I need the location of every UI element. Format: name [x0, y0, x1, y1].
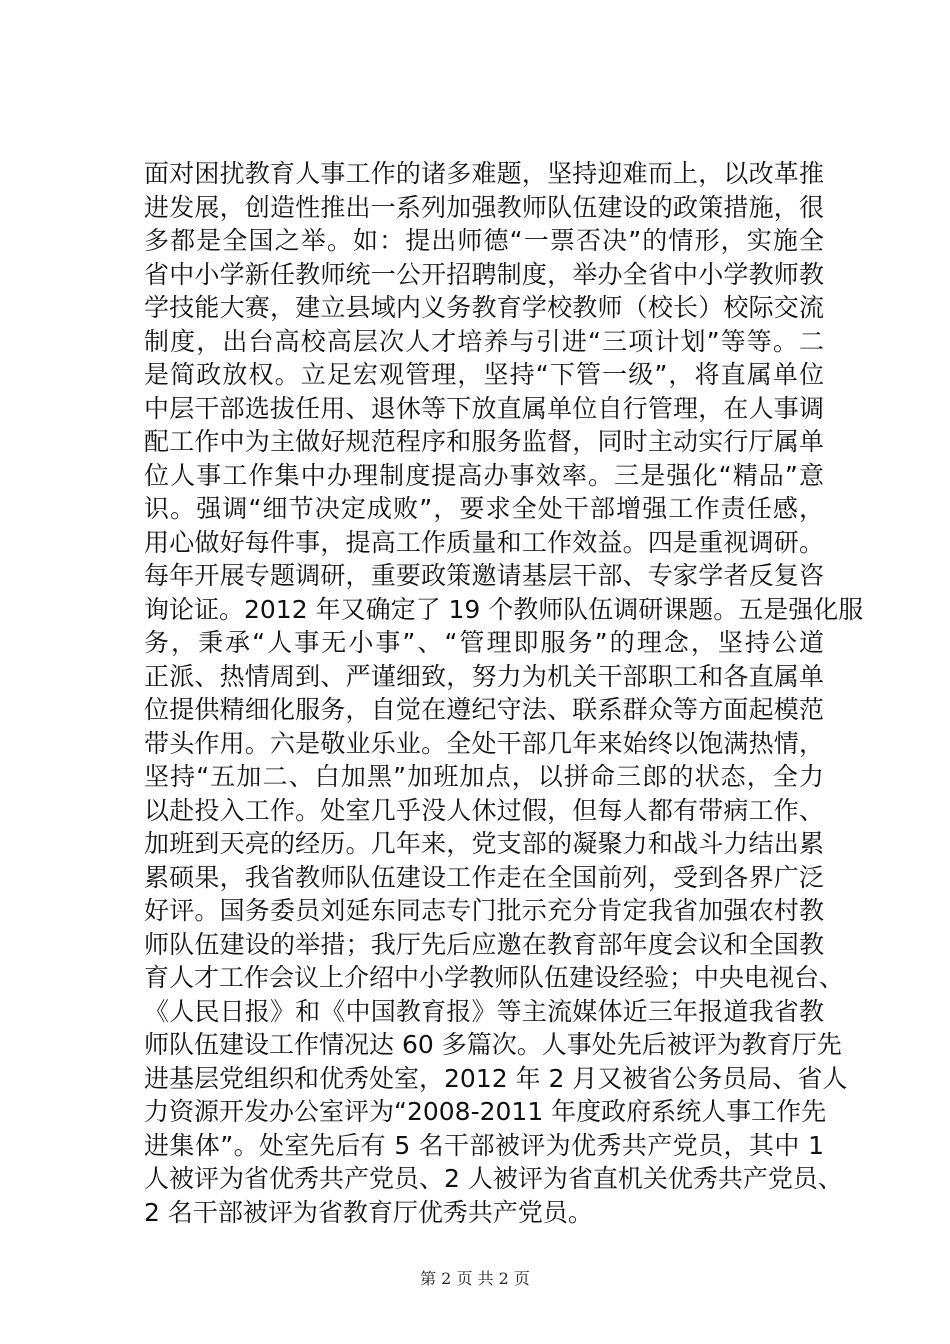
text-line: 学技能大赛，建立县域内义务教育学校教师（校长）校际交流 — [144, 293, 824, 322]
text-line: 务，秉承“人事无小事”、“管理即服务”的理念，坚持公道 — [144, 628, 824, 657]
text-line: 以赴投入工作。处室几乎没人休过假，但每人都有带病工作、 — [144, 795, 824, 825]
text-line: 省中小学新任教师统一公开招聘制度，举办全省中小学教师教 — [144, 259, 824, 289]
page-number-footer: 第 2 页 共 2 页 — [420, 1269, 530, 1288]
text-line: 带头作用。六是敬业乐业。全处干部几年来始终以饱满热情， — [144, 728, 824, 758]
text-line: 进基层党组织和优秀处室，2012 年 2 月又被省公务员局、省人 — [144, 1063, 848, 1093]
text-line: 《人民日报》和《中国教育报》等主流媒体近三年报道我省教 — [144, 996, 824, 1026]
text-line: 位人事工作集中办理制度提高办事效率。三是强化“精品”意 — [144, 460, 824, 490]
text-line: 师队伍建设的举措；我厅先后应邀在教育部年度会议和全国教 — [144, 929, 824, 959]
text-line: 是简政放权。立足宏观管理，坚持“下管一级”，将直属单位 — [144, 360, 824, 389]
text-line: 2 名干部被评为省教育厅优秀共产党员。 — [144, 1197, 593, 1227]
text-line: 面对困扰教育人事工作的诸多难题，坚持迎难而上，以改革推 — [144, 159, 824, 188]
text-line: 进集体”。处室先后有 5 名干部被评为优秀共产党员，其中 1 — [144, 1130, 824, 1160]
text-line: 人被评为省优秀共产党员、2 人被评为省直机关优秀共产党员、 — [144, 1164, 843, 1193]
text-line: 位提供精细化服务，自觉在遵纪守法、联系群众等方面起模范 — [144, 695, 824, 724]
text-line: 师队伍建设工作情况达 60 多篇次。人事处先后被评为教育厅先 — [144, 1030, 842, 1059]
text-line: 育人才工作会议上介绍中小学教师队伍建设经验；中央电视台、 — [144, 963, 845, 992]
text-line: 识。强调“细节决定成败”，要求全处干部增强工作责任感， — [144, 494, 824, 523]
text-line: 多都是全国之举。如：提出师德“一票否决”的情形，实施全 — [144, 226, 824, 255]
text-line: 询论证。2012 年又确定了 19 个教师队伍调研课题。五是强化服 — [144, 594, 864, 624]
body-paragraph — [144, 157, 864, 1229]
text-line: 进发展，创造性推出一系列加强教师队伍建设的政策措施，很 — [144, 192, 824, 222]
text-line: 制度，出台高校高层次人才培养与引进“三项计划”等等。二 — [144, 326, 824, 356]
text-line: 正派、热情周到、严谨细致，努力为机关干部职工和各直属单 — [144, 661, 824, 691]
text-line: 力资源开发办公室评为“2008-2011 年度政府系统人事工作先 — [144, 1097, 827, 1126]
text-line: 每年开展专题调研，重要政策邀请基层干部、专家学者反复咨 — [144, 561, 824, 590]
text-line: 坚持“五加二、白加黑”加班加点，以拼命三郎的状态，全力 — [144, 762, 824, 791]
text-line: 用心做好每件事，提高工作质量和工作效益。四是重视调研。 — [144, 527, 824, 557]
text-line: 加班到天亮的经历。几年来，党支部的凝聚力和战斗力结出累 — [144, 829, 824, 858]
text-line: 中层干部选拔任用、退休等下放直属单位自行管理，在人事调 — [144, 393, 824, 423]
text-line: 配工作中为主做好规范程序和服务监督，同时主动实行厅属单 — [144, 427, 824, 456]
text-line: 好评。国务委员刘延东同志专门批示充分肯定我省加强农村教 — [144, 896, 824, 925]
text-line: 累硕果，我省教师队伍建设工作走在全国前列，受到各界广泛 — [144, 862, 824, 892]
